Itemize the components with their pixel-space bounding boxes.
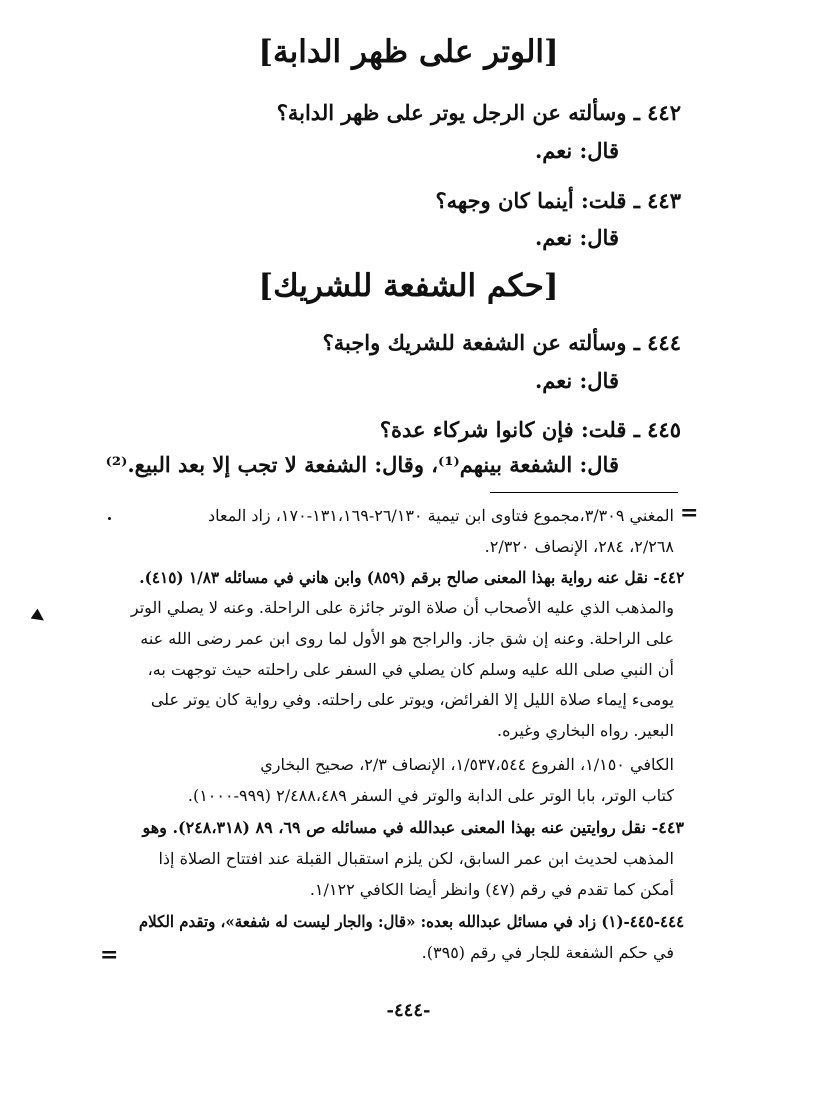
continuation-mark: =: [680, 500, 699, 526]
answer-443: قال: نعم.: [534, 225, 619, 250]
answer-444: قال: نعم.: [534, 368, 619, 393]
footnote-442: ٤٤٢- نقل عنه رواية بهذا المعنى صالح برقم (٨٥٩) وابن هاني في مسائله ١/٨٣ (٤١٥).: [138, 568, 684, 587]
footnote-line: كتاب الوتر، بابا الوتر على الدابة والوتر في السفر ٢/٤٨٨،٤٨٩ (٩٩٩-١٠٠٠).: [187, 786, 674, 805]
footnote-line: على الراحلة. وعنه إن شق جاز. والراجح هو الأول لما روى ابن عمر رضى الله عنه: [140, 629, 674, 648]
footnote-line: البعير. رواه البخاري وغيره.: [497, 721, 674, 740]
margin-mark-icon: [31, 609, 48, 626]
answer-445: قال: الشفعة بينهم⁽¹⁾، وقال: الشفعة لا تجب إلا بعد البيع.⁽²⁾: [105, 452, 619, 477]
question-text: وسألته عن الرجل يوتر على ظهر الدابة؟: [276, 100, 627, 125]
question-number: ٤٤٥ ـ: [633, 417, 681, 442]
question-number: ٤٤٣ ـ: [633, 188, 681, 213]
footnote-separator: [490, 492, 678, 493]
footnote-line: في حكم الشفعة للجار في رقم (٣٩٥).: [421, 943, 674, 962]
question-text: وسألته عن الشفعة للشريك واجبة؟: [322, 330, 627, 355]
margin-dot: [108, 517, 111, 520]
question-445: [380, 417, 681, 442]
section-heading-shufa: [حكم الشفعة للشريك]: [258, 268, 559, 304]
page-number: -٤٤٤-: [386, 1000, 431, 1021]
footnote-line: ٢/٢٦٨، ٢٨٤، الإنصاف ٢/٣٢٠.: [484, 537, 674, 556]
footnote-line: المذهب لحديث ابن عمر السابق، لكن يلزم استقبال القبلة عند افتتاح الصلاة إذا: [158, 849, 674, 868]
footnote-line: أن النبي صلى الله عليه وسلم كان يصلي في السفر على راحلته حيث توجهت به،: [147, 660, 674, 679]
question-442: [277, 100, 681, 125]
question-number: ٤٤٢ ـ: [633, 100, 681, 125]
question-443: [435, 188, 681, 213]
question-444: [323, 330, 681, 355]
question-text: قلت: أينما كان وجهه؟: [435, 188, 627, 213]
footnote-line: أمكن كما تقدم في رقم (٤٧) وانظر أيضا الكافي ١/١٢٢.: [309, 880, 674, 899]
footnote-line: المغني ٣/٣٠٩،مجموع فتاوى ابن تيمية ٢٦/١٣٠-١٣١،١٦٩-١٧٠، زاد المعاد: [207, 506, 674, 525]
footnote-line: الكافي ١/١٥٠، الفروع ١/٥٣٧،٥٤٤، الإنصاف ٢/٣، صحيح البخاري: [260, 755, 674, 774]
footnote-line: يومىء إيماء صلاة الليل إلا الفرائض، ويوتر على راحلته. وفي رواية كان يوتر على: [150, 690, 674, 709]
question-text: قلت: فإن كانوا شركاء عدة؟: [379, 417, 627, 442]
answer-442: قال: نعم.: [534, 138, 619, 163]
footnote-line: والمذهب الذي عليه الأصحاب أن صلاة الوتر جائزة على الراحلة. وعنه لا يصلي الوتر: [130, 598, 674, 617]
footnote-444-445: ٤٤٤-٤٤٥-(١) زاد في مسائل عبدالله بعده: «قال: والجار ليست له شفعة»، وتقدم الكلام: [138, 912, 684, 931]
section-heading-witr: [الوتر على ظهر الدابة]: [258, 34, 559, 70]
end-continuation-mark: =: [100, 942, 119, 968]
question-number: ٤٤٤ ـ: [633, 330, 681, 355]
footnote-443: ٤٤٣- نقل روايتين عنه بهذا المعنى عبدالله في مسائله ص ٦٩، ٨٩ (٢٤٨،٣١٨). وهو: [142, 818, 684, 837]
